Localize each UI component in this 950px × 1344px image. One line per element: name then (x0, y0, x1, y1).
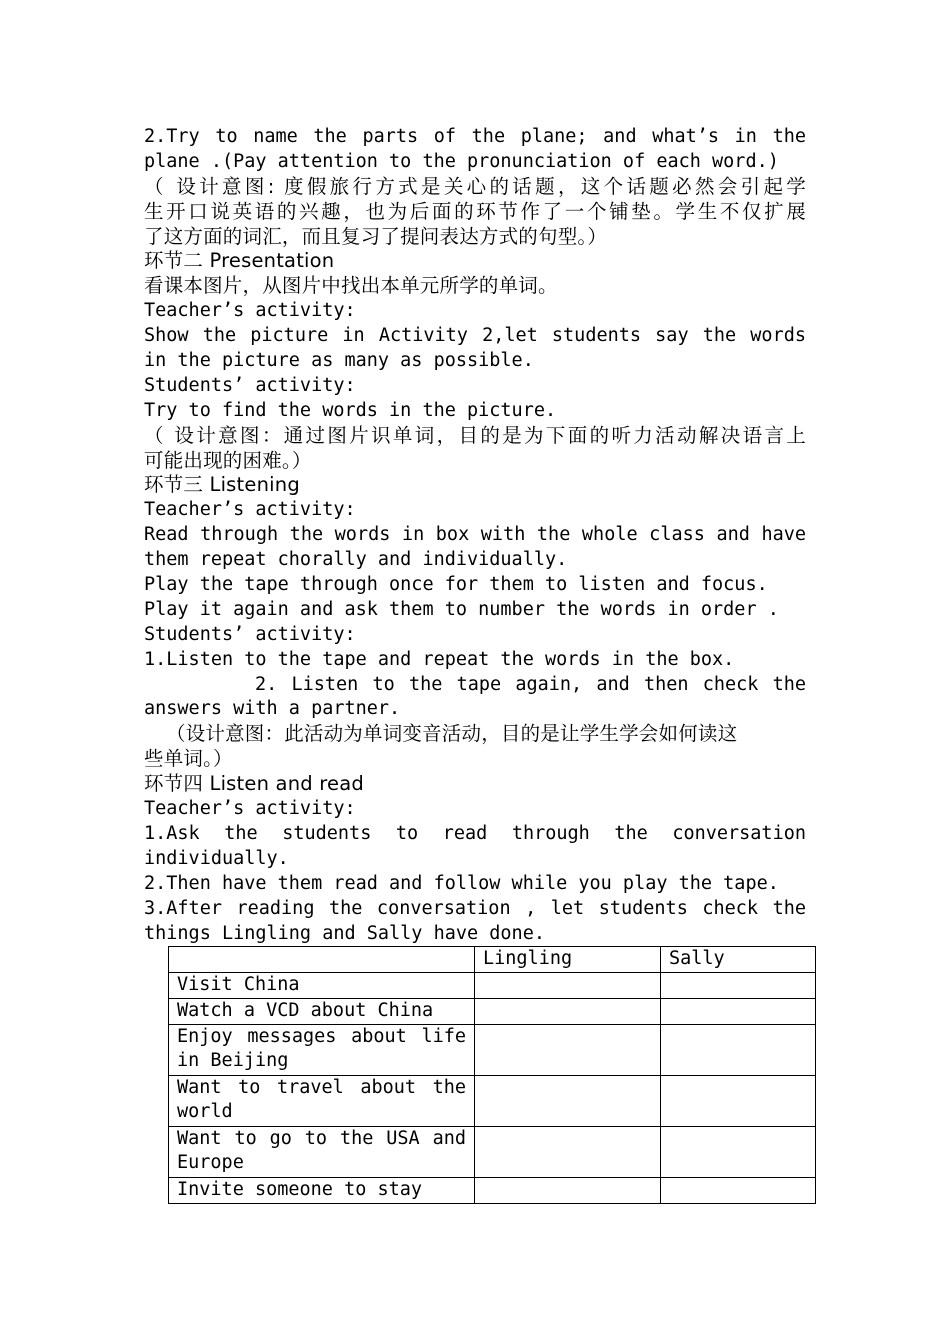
table-cell (475, 1075, 661, 1126)
table-cell (661, 998, 816, 1024)
text-line: 些单词。） (144, 747, 233, 771)
table-header-row (169, 947, 816, 973)
text-line: Play the tape through once for them to listen and focus. (144, 574, 768, 596)
table-row (169, 1177, 816, 1203)
table-row (169, 972, 816, 998)
text-line: 可能出现的困难。） (144, 448, 312, 472)
table-cell (169, 1024, 475, 1075)
text-line: in the picture as many as possible. (144, 350, 534, 372)
table-cell: Visit China (169, 972, 475, 998)
section-heading: 环节三 Listening (144, 473, 300, 497)
section-heading: 环节四 Listen and read (144, 772, 364, 796)
text-line: （ 设计意图：通过图片识单词，目的是为下面的听力活动解决语言上 (144, 423, 806, 447)
table-cell (661, 1177, 816, 1203)
table-row (169, 1024, 816, 1075)
text-line: Teacher’s activity: (144, 300, 356, 322)
table-cell (661, 1075, 816, 1126)
text-line: individually. (144, 847, 289, 869)
table-cell: Invite someone to stay (169, 1177, 475, 1203)
table-cell (475, 1177, 661, 1203)
table-cell (169, 1075, 475, 1126)
section-heading: 环节二 Presentation (144, 249, 335, 273)
table-row (169, 1126, 816, 1177)
text-line: Read through the words in box with the whole class and have (144, 524, 806, 546)
text-line: plane .(Pay attention to the pronunciation of each word.) (144, 150, 779, 172)
table-cell (475, 1024, 661, 1075)
table-header-cell (169, 947, 475, 973)
text-line: 2.Try to name the parts of the plane; and what’s in the (144, 126, 806, 147)
table-cell (661, 1024, 816, 1075)
text-line: Students’ activity: (144, 623, 356, 645)
text-line: （设计意图：此活动为单词变音活动，目的是让学生学会如何读这 (166, 722, 738, 746)
text-line: things Lingling and Sally have done. (144, 922, 545, 944)
text-line: answers with a partner. (144, 698, 401, 720)
text-line: them repeat chorally and individually. (144, 549, 568, 571)
table-header-cell: Lingling (475, 947, 661, 973)
text-line: 2. Listen to the tape again, and then check the (255, 673, 806, 695)
text-line: 1.Ask the students to read through the conversation (144, 822, 806, 844)
text-line: 生开口说英语的兴趣，也为后面的环节作了一个铺垫。学生不仅扩展 (144, 199, 806, 223)
table-cell (475, 1126, 661, 1177)
table-cell (475, 972, 661, 998)
table-header-cell: Sally (661, 947, 816, 973)
text-line: （ 设计意图: 度假旅行方式是关心的话题，这个话题必然会引起学 (144, 174, 806, 198)
text-line: Show the picture in Activity 2,let students say the words (144, 325, 806, 347)
text-line: 了这方面的词汇，而且复习了提问表达方式的句型。） (144, 224, 608, 248)
table-cell (475, 998, 661, 1024)
lesson-text (144, 125, 806, 946)
text-line: Play it again and ask them to number the words in order . (144, 598, 779, 620)
table-cell-text: Want to travel about the world (177, 1076, 466, 1122)
table-cell-text: Enjoy messages about life in Beijing (177, 1025, 466, 1071)
table-cell: Watch a VCD about China (169, 998, 475, 1024)
table-cell-text: Want to go to the USA and Europe (177, 1127, 466, 1173)
text-line: 1.Listen to the tape and repeat the words in the box. (144, 648, 735, 670)
text-line: Teacher’s activity: (144, 499, 356, 521)
table-row (169, 1075, 816, 1126)
text-line: 看课本图片，从图片中找出本单元所学的单词。 (144, 274, 558, 298)
checklist-table (168, 946, 816, 1204)
text-line: Try to find the words in the picture. (144, 399, 557, 421)
text-line: 3.After reading the conversation , let students check the (144, 897, 806, 919)
text-line: Students’ activity: (144, 374, 356, 396)
table-cell (169, 1126, 475, 1177)
text-line: 2.Then have them read and follow while you play the tape. (144, 872, 779, 894)
table-cell (661, 972, 816, 998)
text-line: Teacher’s activity: (144, 798, 356, 820)
table-row (169, 998, 816, 1024)
table-cell (661, 1126, 816, 1177)
